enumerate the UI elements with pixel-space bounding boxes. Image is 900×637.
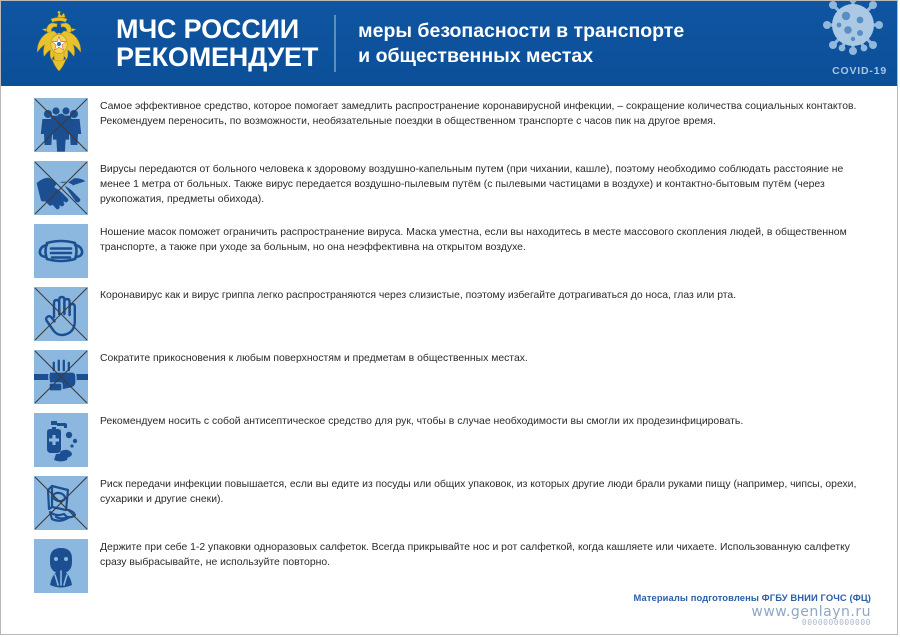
list-item xyxy=(34,98,869,152)
list-item-text: Держите при себе 1-2 упаковки одноразовых салфеток. Всегда прикрывайте нос и рот салфеткой, когда кашляете или чихаете. Использованную салфетку сразу выбрасывайте, не используйте повторно. xyxy=(100,542,850,569)
subtitle-line-2: и общественных местах xyxy=(358,44,594,67)
watermark-subline: 0000000000000 xyxy=(801,618,871,628)
eagle-shield xyxy=(50,34,66,53)
list-item-text: Рекомендуем носить с собой антисептическое средство для рук, чтобы в случае необходимости вы смогли их продезинфицировать. xyxy=(100,416,744,427)
crowd-no-contact-icon xyxy=(34,98,88,152)
emblem-container xyxy=(1,1,116,86)
hand-sanitizer-icon xyxy=(34,413,88,467)
no-shared-snacks-icon xyxy=(34,476,88,530)
list-item-text: Коронавирус как и вирус гриппа легко распространяются через слизистые, поэтому избегайте дотрагиваться до носа, глаз или рта. xyxy=(100,290,737,301)
list-item-text: Риск передачи инфекции повышается, если вы едите из посуды или общих упаковок, из которых другие люди брали руками пищу (например, чипсы, орехи, сухарики и другие снеки). xyxy=(100,479,857,506)
brand-line-1: МЧС РОССИИ xyxy=(116,13,299,44)
cover-sneeze-tissue-icon xyxy=(34,539,88,593)
list-item xyxy=(34,413,869,467)
footer-credit: Материалы подготовлены ФГБУ ВНИИ ГОЧС (ФЦ) xyxy=(633,591,871,603)
brand-title xyxy=(116,1,334,86)
virus-graphic-zone xyxy=(787,1,897,86)
watermark-url: www.genlayn.ru xyxy=(751,603,871,620)
list-item xyxy=(34,224,869,278)
list-item xyxy=(34,287,869,341)
emercom-eagle-emblem xyxy=(30,11,88,77)
list-item-text: Вирусы передаются от больного человека к здоровому воздушно-капельным путем (при чихании, кашле), поэтому необходимо соблюдать расстояние не менее 1 метра от больных. Также вирус передается воздушно-пылевым путём (с пылевыми частицами в воздухе) и контактно-бытовым путём (через рукопожатия, предметы обихода). xyxy=(100,164,844,206)
recommendations-list xyxy=(1,86,897,593)
face-mask-icon xyxy=(34,224,88,278)
list-item xyxy=(34,350,869,404)
header-subtitle xyxy=(336,1,787,86)
subtitle-line-1: меры безопасности в транспорте xyxy=(358,19,685,42)
no-face-touch-hand-icon xyxy=(34,287,88,341)
list-item xyxy=(34,161,869,215)
list-item-text: Самое эффективное средство, которое помогает замедлить распространение коронавирусной инфекции, – сокращение количества социальных контактов. Рекомендуем переносить, по возможности, необязательные поездки в общественном транспорте с часов пик на другое время. xyxy=(100,101,857,128)
covid-19-label: COVID-19 xyxy=(832,65,887,77)
poster-header xyxy=(1,1,897,86)
poster-footer xyxy=(634,592,871,628)
no-handshake-icon xyxy=(34,161,88,215)
brand-line-2: РЕКОМЕНДУЕТ xyxy=(116,41,319,72)
list-item-text: Ношение масок поможет ограничить распространение вируса. Маска уместна, если вы находитесь в месте массового скопления людей, в общественном транспорте, а также при уходе за больным, но она неэффективна на открытом воздухе. xyxy=(100,227,847,254)
list-item xyxy=(34,539,869,593)
coronavirus-icon xyxy=(815,1,891,69)
list-item-text: Сократите прикосновения к любым поверхностям и предметам в общественных местах. xyxy=(100,353,528,364)
list-item xyxy=(34,476,869,530)
no-handrail-touch-icon xyxy=(34,350,88,404)
